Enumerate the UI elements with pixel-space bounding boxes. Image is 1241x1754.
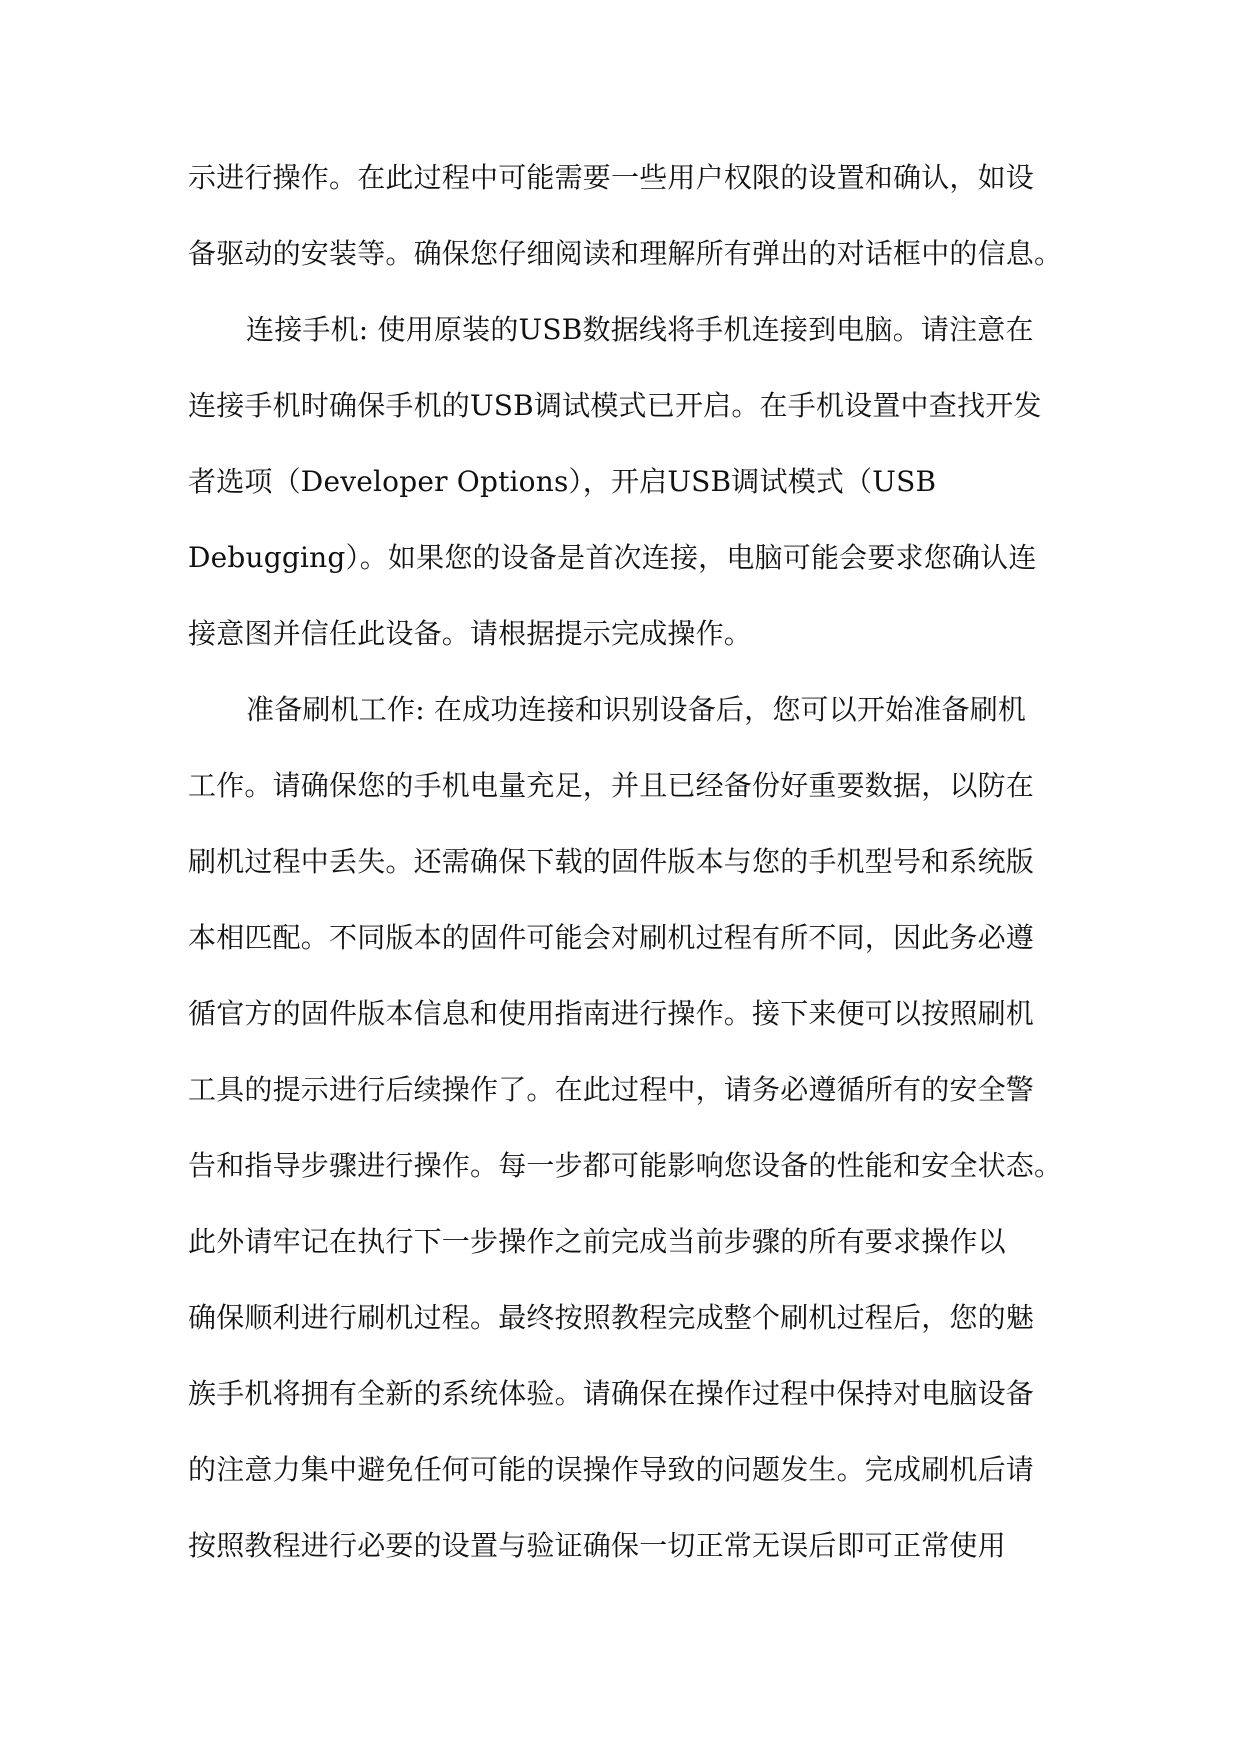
text-line: 本相匹配。不同版本的固件可能会对刷机过程有所不同，因此务必遵 (188, 921, 1035, 954)
text-line: 的注意力集中避免任何可能的误操作导致的问题发生。完成刷机后请 (188, 1453, 1035, 1486)
text-line: 示进行操作。在此过程中可能需要一些用户权限的设置和确认，如设 (188, 161, 1035, 194)
text-line: 者选项（Developer Options），开启USB调试模式（USB (188, 465, 937, 498)
paragraph-start-line: 准备刷机工作: 在成功连接和识别设备后，您可以开始准备刷机 (246, 693, 1027, 726)
text-line: 工具的提示进行后续操作了。在此过程中，请务必遵循所有的安全警 (188, 1073, 1035, 1106)
text-line: 告和指导步骤进行操作。每一步都可能影响您设备的性能和安全状态。 (188, 1149, 1063, 1182)
text-line: 备驱动的安装等。确保您仔细阅读和理解所有弹出的对话框中的信息。 (188, 237, 1063, 270)
text-line: Debugging）。如果您的设备是首次连接，电脑可能会要求您确认连 (188, 541, 1037, 574)
text-line: 族手机将拥有全新的系统体验。请确保在操作过程中保持对电脑设备 (188, 1377, 1035, 1410)
text-line: 确保顺利进行刷机过程。最终按照教程完成整个刷机过程后，您的魅 (188, 1301, 1035, 1334)
paragraph-start-line: 连接手机: 使用原装的USB数据线将手机连接到电脑。请注意在 (246, 313, 1034, 346)
body-text (188, 140, 1068, 1584)
text-line: 工作。请确保您的手机电量充足，并且已经备份好重要数据，以防在 (188, 769, 1035, 802)
text-line: 刷机过程中丢失。还需确保下载的固件版本与您的手机型号和系统版 (188, 845, 1035, 878)
text-line: 接意图并信任此设备。请根据提示完成操作。 (188, 617, 753, 650)
text-line: 循官方的固件版本信息和使用指南进行操作。接下来便可以按照刷机 (188, 997, 1035, 1030)
text-line: 连接手机时确保手机的USB调试模式已开启。在手机设置中查找开发 (188, 389, 1042, 422)
text-line: 按照教程进行必要的设置与验证确保一切正常无误后即可正常使用 (188, 1529, 1006, 1562)
text-line: 此外请牢记在执行下一步操作之前完成当前步骤的所有要求操作以 (188, 1225, 1006, 1258)
